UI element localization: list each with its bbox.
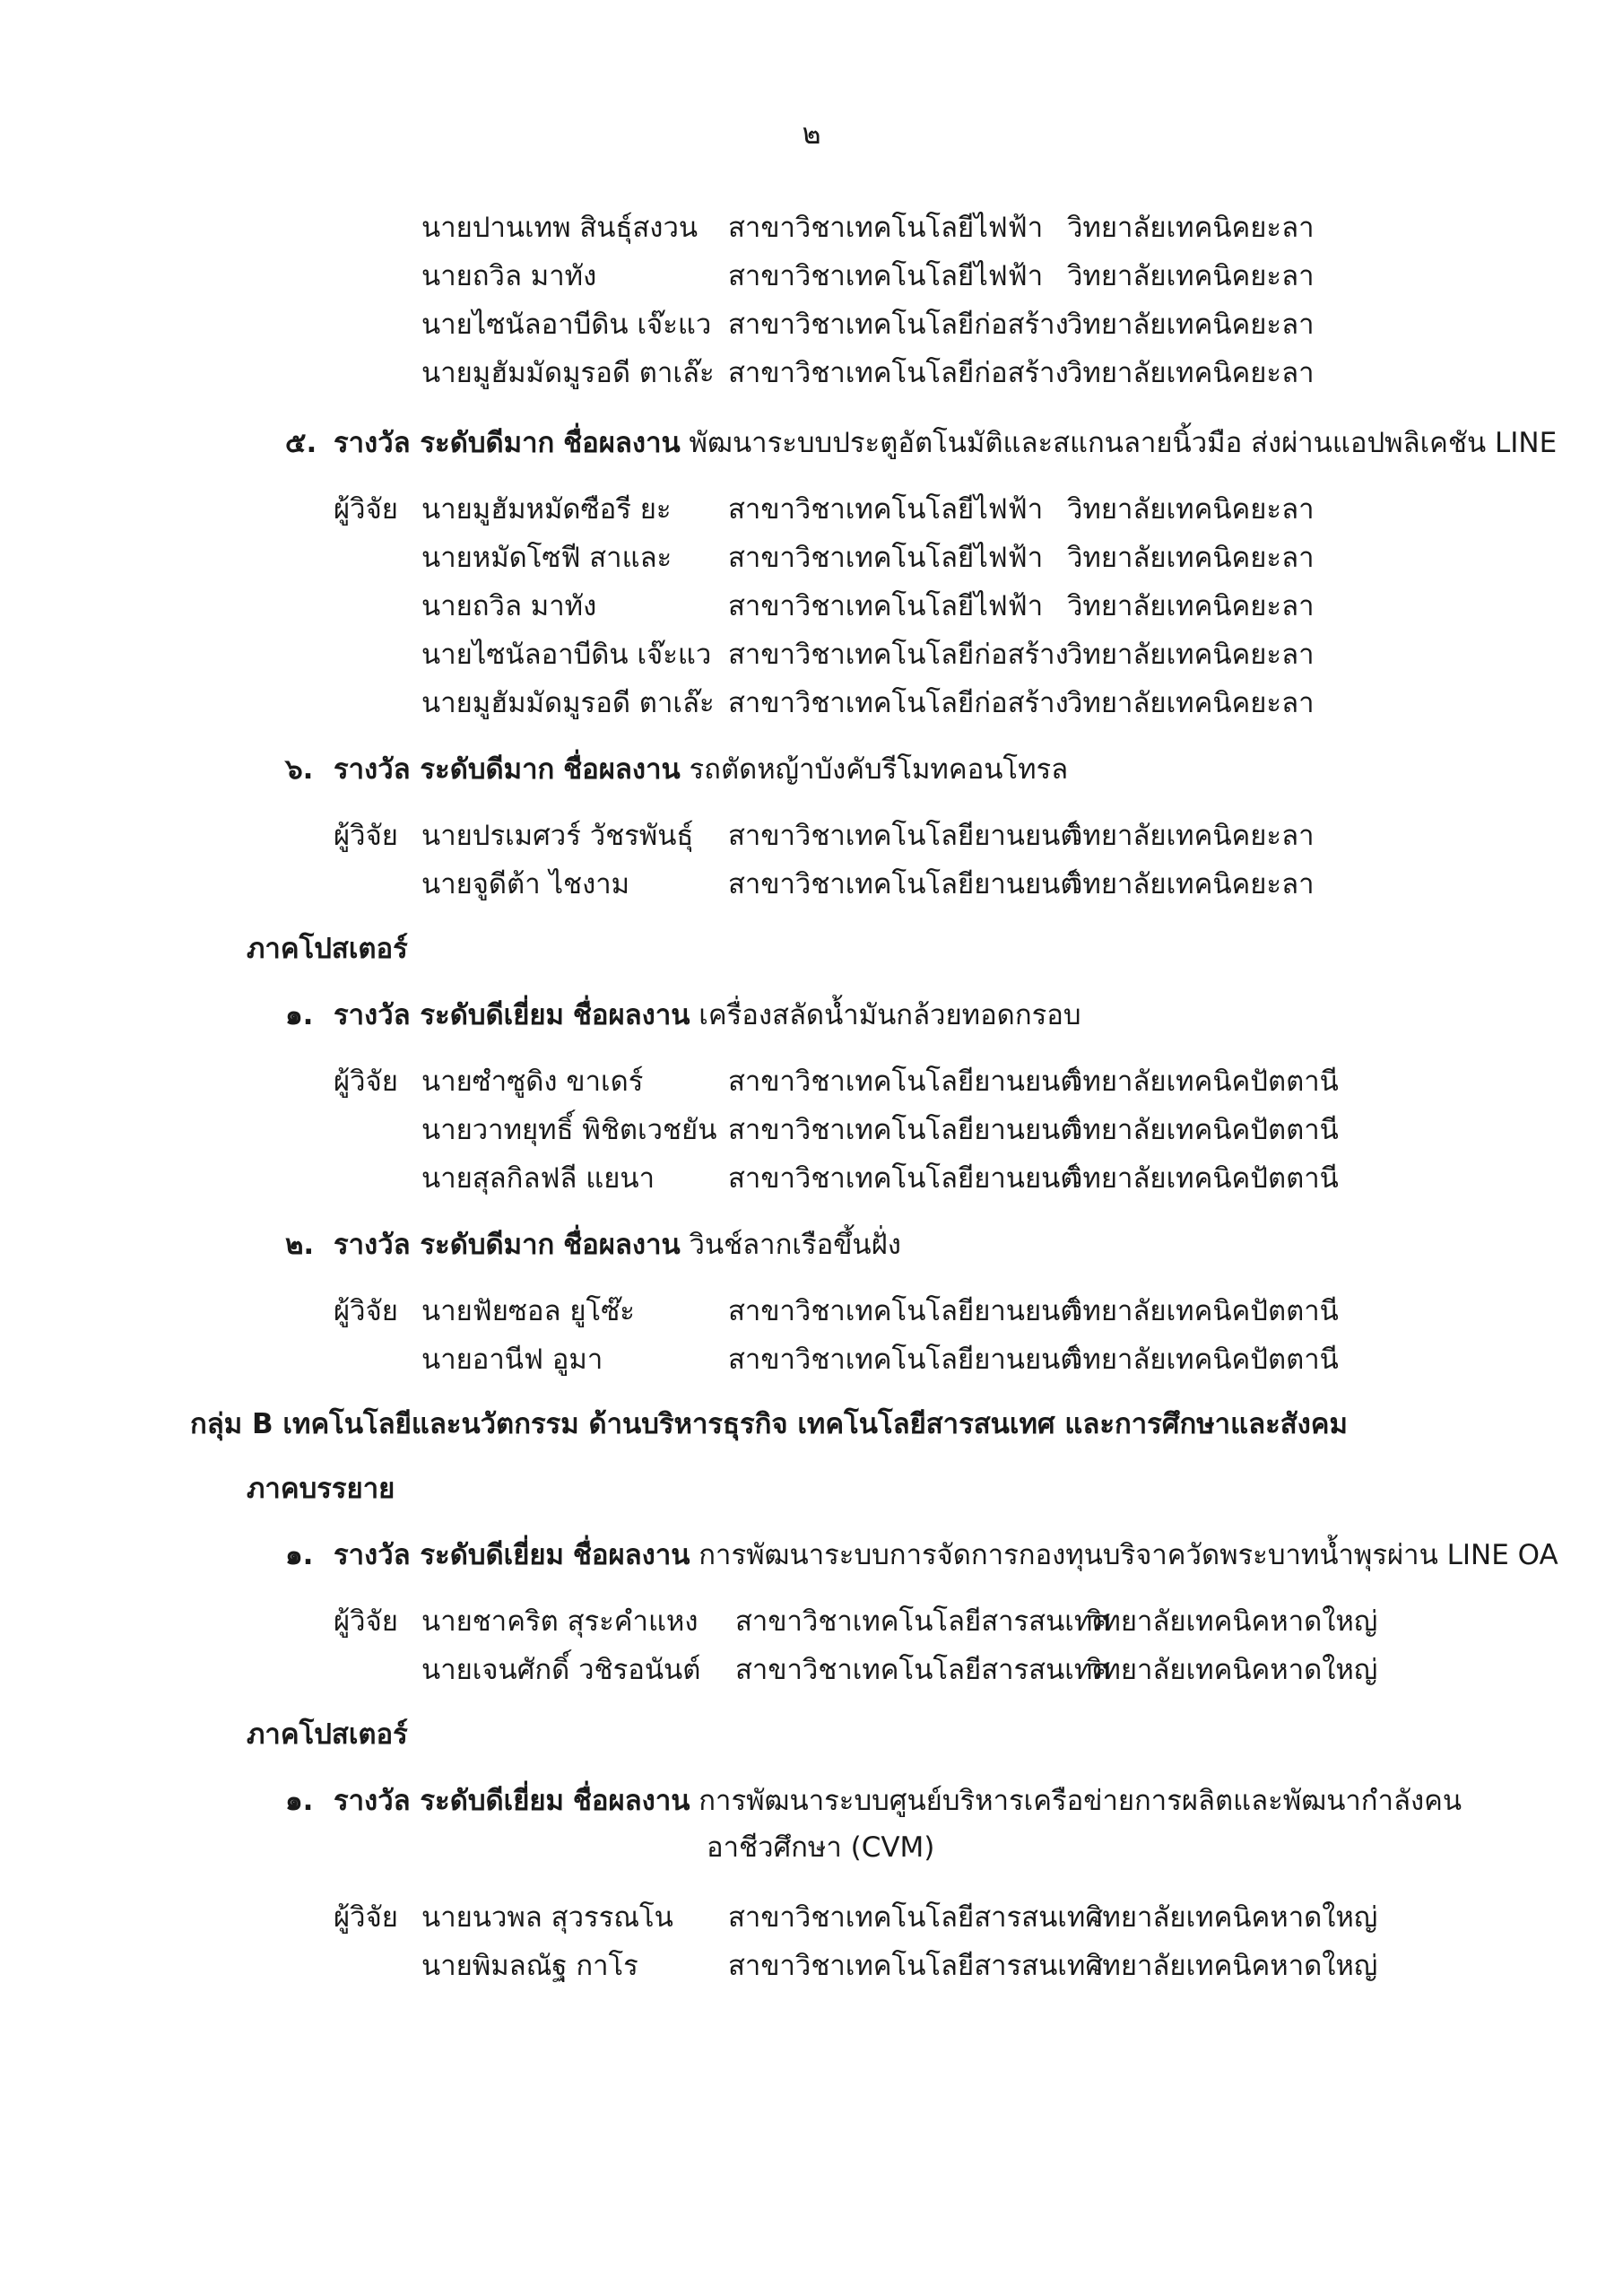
researcher-college: วิทยาลัยเทคนิคปัตตานี — [1067, 1295, 1339, 1327]
researcher-label: ผู้วิจัย — [334, 1605, 398, 1638]
award-heading — [334, 1227, 901, 1263]
researcher-college: วิทยาลัยเทคนิคยะลา — [1067, 687, 1315, 719]
researcher-dept: สาขาวิชาเทคโนโลยีไฟฟ้า — [728, 260, 1044, 292]
researcher-college: วิทยาลัยเทคนิคหาดใหญ่ — [1087, 1654, 1378, 1686]
researcher-name: นายสุลกิลฟลี แยนา — [421, 1162, 655, 1195]
award-heading — [334, 752, 1068, 787]
researcher-name: นายนวพล สุวรรณโน — [421, 1901, 673, 1934]
researcher-college: วิทยาลัยเทคนิคปัตตานี — [1067, 1162, 1339, 1195]
researcher-name: นายหมัดโซฟี สาและ — [421, 542, 673, 574]
award-number: ๖. — [285, 753, 314, 786]
researcher-college: วิทยาลัยเทคนิคหาดใหญ่ — [1087, 1605, 1378, 1638]
researcher-dept: สาขาวิชาเทคโนโลยีก่อสร้าง — [728, 687, 1069, 719]
work-title: วินช์ลากเรือขึ้นฝั่ง — [689, 1229, 901, 1261]
researcher-dept: สาขาวิชาเทคโนโลยีก่อสร้าง — [728, 309, 1069, 341]
award-number: ๑. — [285, 1539, 314, 1571]
work-name-label: ชื่อผลงาน — [572, 1785, 690, 1817]
work-name-label: ชื่อผลงาน — [563, 427, 681, 459]
researcher-dept: สาขาวิชาเทคโนโลยียานยนต์ — [728, 1114, 1079, 1146]
researcher-name: นายไซนัลอาบีดิน เจ๊ะแว — [421, 639, 712, 671]
award-level: รางวัล ระดับดีมาก — [334, 1229, 555, 1261]
researcher-dept: สาขาวิชาเทคโนโลยีไฟฟ้า — [728, 542, 1044, 574]
award-heading — [334, 1537, 1558, 1573]
researcher-dept: สาขาวิชาเทคโนโลยีก่อสร้าง — [728, 639, 1069, 671]
work-name-label: ชื่อผลงาน — [563, 1229, 681, 1261]
researcher-college: วิทยาลัยเทคนิคยะลา — [1067, 542, 1315, 574]
researcher-college: วิทยาลัยเทคนิคยะลา — [1067, 820, 1315, 852]
page-number: ๒ — [802, 117, 821, 151]
section-heading: ภาคโปสเตอร์ — [247, 1718, 408, 1751]
researcher-dept: สาขาวิชาเทคโนโลยียานยนต์ — [728, 1162, 1079, 1195]
work-title: รถตัดหญ้าบังคับรีโมทคอนโทรล — [689, 753, 1069, 786]
researcher-college: วิทยาลัยเทคนิคยะลา — [1067, 639, 1315, 671]
researcher-name: นายเจนศักดิ์ วชิรอนันต์ — [421, 1654, 701, 1686]
researcher-name: นายถวิล มาทัง — [421, 590, 597, 622]
researcher-dept: สาขาวิชาเทคโนโลยียานยนต์ — [728, 1065, 1079, 1098]
researcher-name: นายถวิล มาทัง — [421, 260, 597, 292]
researcher-label: ผู้วิจัย — [334, 1065, 398, 1098]
researcher-college: วิทยาลัยเทคนิคยะลา — [1067, 357, 1315, 389]
researcher-label: ผู้วิจัย — [334, 1295, 398, 1327]
researcher-name: นายมูฮัมมัดมูรอดี ตาเล๊ะ — [421, 357, 715, 389]
award-number: ๒. — [285, 1229, 315, 1261]
researcher-name: นายไซนัลอาบีดิน เจ๊ะแว — [421, 309, 712, 341]
researcher-name: นายพิมลณัฐ กาโร — [421, 1950, 638, 1982]
researcher-name: นายฟัยซอล ยูโซ๊ะ — [421, 1295, 635, 1327]
researcher-dept: สาขาวิชาเทคโนโลยีไฟฟ้า — [728, 590, 1044, 622]
work-title: เครื่องสลัดน้ำมันกล้วยทอดกรอบ — [699, 999, 1081, 1031]
researcher-college: วิทยาลัยเทคนิคยะลา — [1067, 212, 1315, 244]
researcher-dept: สาขาวิชาเทคโนโลยีไฟฟ้า — [728, 493, 1044, 526]
work-title: การพัฒนาระบบศูนย์บริหารเครือข่ายการผลิตและพัฒนากำลังคน — [699, 1785, 1462, 1817]
researcher-label: ผู้วิจัย — [334, 1901, 398, 1934]
researcher-dept: สาขาวิชาเทคโนโลยียานยนต์ — [728, 1295, 1079, 1327]
section-heading: ภาคบรรยาย — [247, 1473, 395, 1505]
work-name-label: ชื่อผลงาน — [572, 999, 690, 1031]
researcher-college: วิทยาลัยเทคนิคยะลา — [1067, 590, 1315, 622]
award-number: ๕. — [285, 427, 317, 459]
researcher-college: วิทยาลัยเทคนิคหาดใหญ่ — [1087, 1901, 1378, 1934]
researcher-college: วิทยาลัยเทคนิคยะลา — [1067, 260, 1315, 292]
award-level: รางวัล ระดับดีมาก — [334, 427, 555, 459]
researcher-dept: สาขาวิชาเทคโนโลยีก่อสร้าง — [728, 357, 1069, 389]
award-level: รางวัล ระดับดีมาก — [334, 753, 555, 786]
award-level: รางวัล ระดับดีเยี่ยม — [334, 1785, 564, 1817]
researcher-college: วิทยาลัยเทคนิคหาดใหญ่ — [1087, 1950, 1378, 1982]
researcher-college: วิทยาลัยเทคนิคปัตตานี — [1067, 1065, 1339, 1098]
researcher-dept: สาขาวิชาเทคโนโลยีสารสนเทศ — [735, 1654, 1111, 1686]
work-name-label: ชื่อผลงาน — [572, 1539, 690, 1571]
researcher-college: วิทยาลัยเทคนิคปัตตานี — [1067, 1344, 1339, 1376]
researcher-college: วิทยาลัยเทคนิคยะลา — [1067, 868, 1315, 900]
researcher-dept: สาขาวิชาเทคโนโลยีไฟฟ้า — [728, 212, 1044, 244]
researcher-name: นายปานเทพ สินธุ์สงวน — [421, 212, 699, 244]
work-title: การพัฒนาระบบการจัดการกองทุนบริจาควัดพระบาทน้ำพุรผ่าน LINE OA — [699, 1539, 1558, 1571]
researcher-name: นายมูฮัมหมัดซือรี ยะ — [421, 493, 672, 526]
work-title-continued: อาชีวศึกษา (CVM) — [707, 1831, 935, 1864]
group-heading: กลุ่ม B เทคโนโลยีและนวัตกรรม ด้านบริหารธุรกิจ เทคโนโลยีสารสนเทศ และการศึกษาและสังคม — [190, 1408, 1348, 1440]
award-level: รางวัล ระดับดีเยี่ยม — [334, 1539, 564, 1571]
researcher-dept: สาขาวิชาเทคโนโลยียานยนต์ — [728, 868, 1079, 900]
work-title: พัฒนาระบบประตูอัตโนมัติและสแกนลายนิ้วมือ ส่งผ่านแอปพลิเคชัน LINE — [689, 427, 1558, 459]
award-heading — [334, 425, 1557, 461]
researcher-college: วิทยาลัยเทคนิคปัตตานี — [1067, 1114, 1339, 1146]
researcher-name: นายชาคริต สุระคำแหง — [421, 1605, 699, 1638]
award-level: รางวัล ระดับดีเยี่ยม — [334, 999, 564, 1031]
researcher-dept: สาขาวิชาเทคโนโลยียานยนต์ — [728, 820, 1079, 852]
researcher-name: นายอานีฟ อูมา — [421, 1344, 603, 1376]
researcher-dept: สาขาวิชาเทคโนโลยีสารสนเทศ — [735, 1605, 1111, 1638]
researcher-dept: สาขาวิชาเทคโนโลยีสารสนเทศ — [728, 1950, 1104, 1982]
researcher-college: วิทยาลัยเทคนิคยะลา — [1067, 493, 1315, 526]
award-heading — [334, 1783, 1462, 1819]
researcher-label: ผู้วิจัย — [334, 493, 398, 526]
researcher-name: นายวาทยุทธิ์ พิชิตเวชยัน — [421, 1114, 717, 1146]
work-name-label: ชื่อผลงาน — [563, 753, 681, 786]
researcher-name: นายมูฮัมมัดมูรอดี ตาเล๊ะ — [421, 687, 715, 719]
researcher-name: นายซำซูดิง ขาเดร์ — [421, 1065, 644, 1098]
section-heading: ภาคโปสเตอร์ — [247, 933, 408, 965]
researcher-college: วิทยาลัยเทคนิคยะลา — [1067, 309, 1315, 341]
researcher-label: ผู้วิจัย — [334, 820, 398, 852]
researcher-dept: สาขาวิชาเทคโนโลยียานยนต์ — [728, 1344, 1079, 1376]
award-number: ๑. — [285, 999, 314, 1031]
researcher-name: นายปรเมศวร์ วัชรพันธุ์ — [421, 820, 694, 852]
researcher-dept: สาขาวิชาเทคโนโลยีสารสนเทศ — [728, 1901, 1104, 1934]
award-heading — [334, 997, 1081, 1033]
researcher-name: นายจูดีต้า ไชงาม — [421, 868, 630, 900]
award-number: ๑. — [285, 1785, 314, 1817]
